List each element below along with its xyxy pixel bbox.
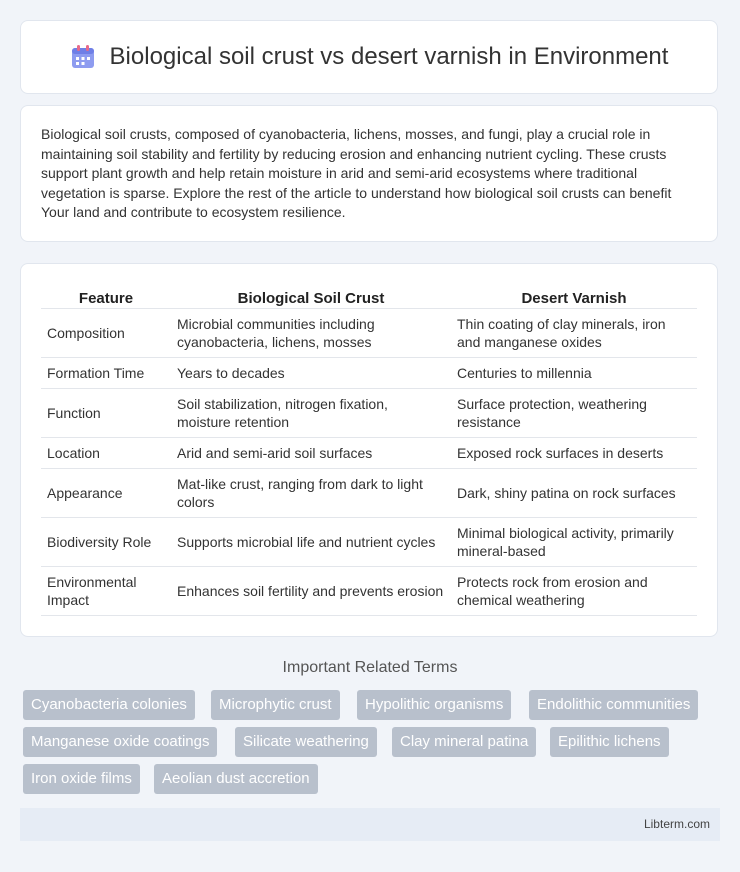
table-cell: Soil stabilization, nitrogen fixation, moisture retention [171,389,451,438]
table-cell: Centuries to millennia [451,358,697,389]
footer [20,808,720,841]
related-terms-title: Important Related Terms [282,659,458,676]
term-tag[interactable]: Clay mineral patina [392,727,536,757]
term-tag[interactable]: Microphytic crust [211,690,340,720]
table-header-row [41,288,697,309]
table-cell: Supports microbial life and nutrient cycles [171,518,451,567]
table-cell: Appearance [41,469,171,518]
table-cell: Surface protection, weathering resistance [451,389,697,438]
intro-card [20,105,718,242]
table-cell: Arid and semi-arid soil surfaces [171,438,451,469]
comparison-card [20,263,718,637]
intro-text: Biological soil crusts, composed of cyanobacteria, lichens, mosses, and fungi, play a crucial role in maintaining soil stability and fertility by reducing erosion and enhancing nutrient cycling. These crusts support plant growth and help retain moisture in arid and semi-arid ecosystems where traditional vegetation is sparse. Explore the rest of the article to understand how biological soil crusts can benefit Your land and contribute to ecosystem resilience. [41,126,672,220]
term-tag[interactable]: Endolithic communities [529,690,698,720]
calendar-icon [70,44,96,70]
table-cell: Minimal biological activity, primarily mineral-based [451,518,697,567]
table-row [41,567,697,616]
table-cell: Location [41,438,171,469]
table-row [41,518,697,567]
term-tag[interactable]: Cyanobacteria colonies [23,690,195,720]
table-cell: Years to decades [171,358,451,389]
table-row [41,438,697,469]
page-title: Biological soil crust vs desert varnish in Environment [109,43,669,70]
comparison-table [41,288,697,616]
table-cell: Formation Time [41,358,171,389]
header-card [20,20,718,94]
table-row [41,358,697,389]
term-tag[interactable]: Iron oxide films [23,764,140,794]
table-cell: Microbial communities including cyanobacteria, lichens, mosses [171,309,451,358]
table-cell: Environmental Impact [41,567,171,616]
table-cell: Mat-like crust, ranging from dark to light colors [171,469,451,518]
table-cell: Function [41,389,171,438]
header-desert-varnish: Desert Varnish [451,288,697,309]
term-tag[interactable]: Epilithic lichens [550,727,669,757]
header-feature: Feature [41,288,171,309]
header-biological-soil-crust: Biological Soil Crust [171,288,451,309]
table-cell: Thin coating of clay minerals, iron and manganese oxides [451,309,697,358]
term-tag[interactable]: Aeolian dust accretion [154,764,318,794]
table-row [41,469,697,518]
term-tag[interactable]: Hypolithic organisms [357,690,511,720]
table-cell: Dark, shiny patina on rock surfaces [451,469,697,518]
footer-link[interactable]: Libterm.com [643,817,710,831]
table-cell: Protects rock from erosion and chemical weathering [451,567,697,616]
table-row [41,389,697,438]
table-cell: Composition [41,309,171,358]
table-row [41,309,697,358]
table-cell: Biodiversity Role [41,518,171,567]
table-cell: Exposed rock surfaces in deserts [451,438,697,469]
term-tag[interactable]: Silicate weathering [235,727,377,757]
table-cell: Enhances soil fertility and prevents erosion [171,567,451,616]
term-tag[interactable]: Manganese oxide coatings [23,727,217,757]
